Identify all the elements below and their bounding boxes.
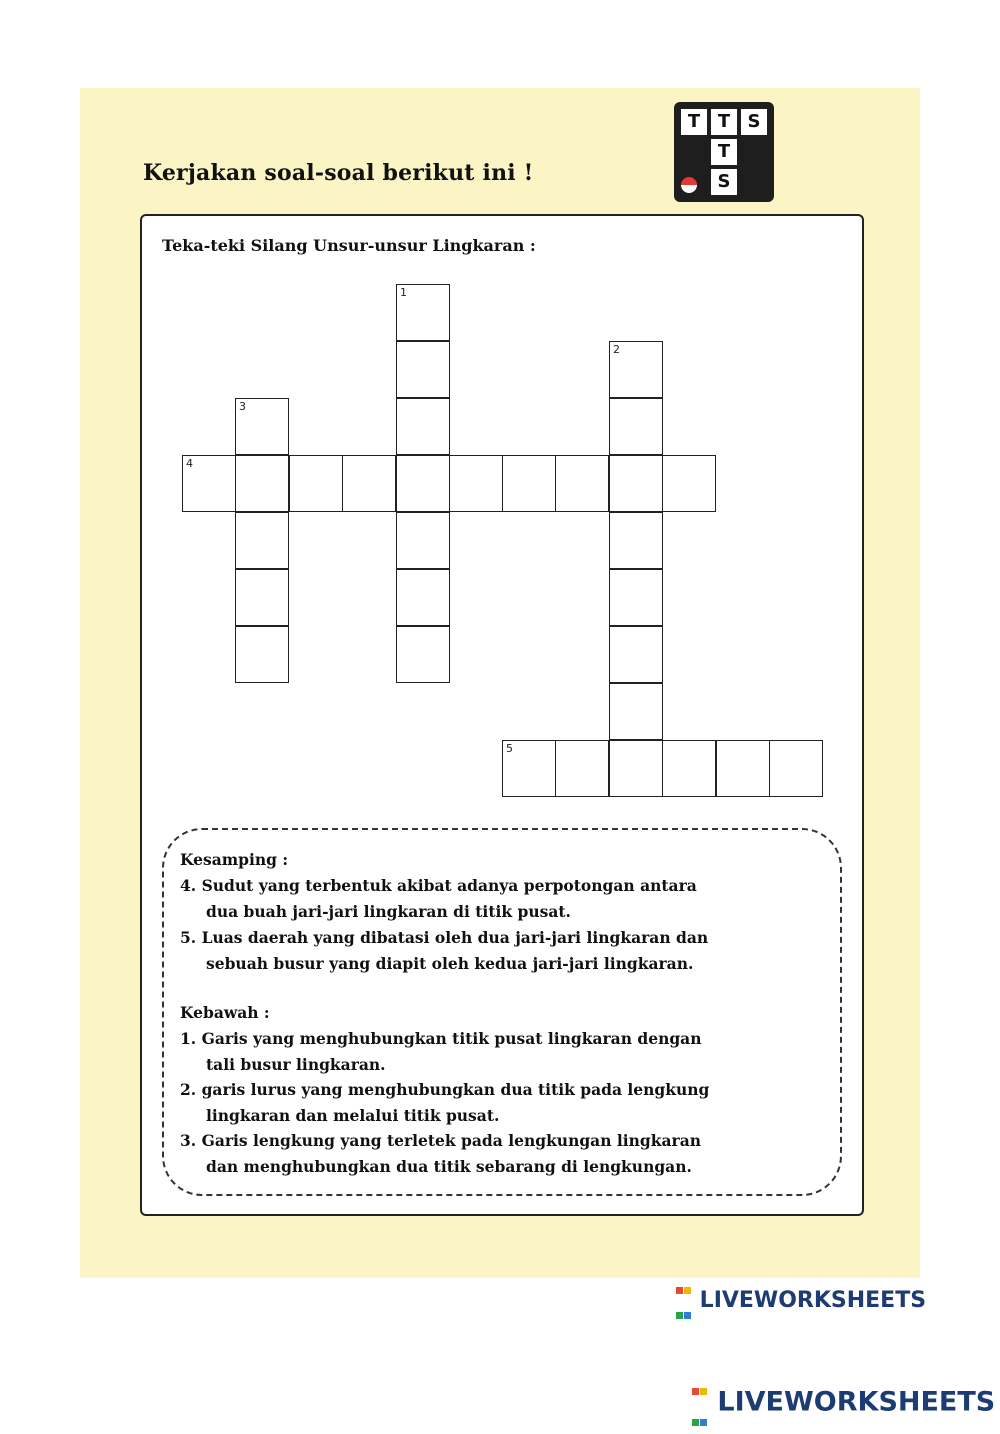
down-title: Kebawah : [180,1003,270,1022]
crossword-cell[interactable] [662,740,716,797]
puzzle-title: Teka-teki Silang Unsur-unsur Lingkaran : [162,236,536,255]
watermark-text: LIVEWORKSHEETS [699,1288,927,1313]
liveworksheets-watermark [676,1276,926,1326]
logo-letter: S [711,169,737,195]
crossword-cell[interactable] [609,341,663,398]
crossword-cell[interactable] [609,455,663,512]
crossword-cell[interactable] [555,455,609,512]
clue-down-1: 1. Garis yang menghubungkan titik pusat lingkaran dengan [180,1029,702,1048]
crossword-cell[interactable] [235,455,289,512]
crossword-cell[interactable] [235,398,289,455]
crossword-cell[interactable] [609,569,663,626]
crossword-cell[interactable] [769,740,823,797]
clue-across-4-cont: dua buah jari-jari lingkaran di titik pusat. [206,902,571,921]
crossword-cell[interactable] [716,740,770,797]
page-heading: Kerjakan soal-soal berikut ini ! [143,160,534,186]
tts-logo [674,102,774,202]
clue-number: 1 [400,286,407,299]
watermark-text: LIVEWORKSHEETS [717,1386,996,1418]
clue-across-4: 4. Sudut yang terbentuk akibat adanya perpotongan antara [180,876,697,895]
crossword-cell[interactable] [235,569,289,626]
clue-number: 3 [239,400,246,413]
clue-down-3: 3. Garis lengkung yang terletek pada lengkungan lingkaran [180,1131,702,1150]
crossword-cell[interactable] [502,455,556,512]
crossword-cell[interactable] [289,455,343,512]
crossword-cell[interactable] [396,398,450,455]
liveworksheets-logo-icon [676,1276,692,1326]
logo-letter: T [711,109,737,135]
clue-number: 5 [506,742,513,755]
clue-down-2-cont: lingkaran dan melalui titik pusat. [206,1106,500,1125]
crossword-cell[interactable] [342,455,396,512]
crossword-cell[interactable] [235,512,289,569]
crossword-cell[interactable] [396,569,450,626]
logo-letter: T [711,139,737,165]
across-title: Kesamping : [180,850,289,869]
crossword-cell[interactable] [609,512,663,569]
clue-across-5: 5. Luas daerah yang dibatasi oleh dua jari-jari lingkaran dan [180,928,709,947]
crossword-cell[interactable] [182,455,236,512]
clue-across-5-cont: sebuah busur yang diapit oleh kedua jari-jari lingkaran. [206,954,694,973]
crossword-cell[interactable] [396,455,450,512]
crossword-cell[interactable] [396,284,450,341]
crossword-cell[interactable] [235,626,289,683]
crossword-cell[interactable] [502,740,556,797]
logo-letter: T [681,109,707,135]
crossword-cell[interactable] [555,740,609,797]
liveworksheets-logo-icon [692,1372,708,1434]
clue-number: 2 [613,343,620,356]
crossword-cell[interactable] [609,740,663,797]
clue-down-1-cont: tali busur lingkaran. [206,1055,386,1074]
clue-down-2: 2. garis lurus yang menghubungkan dua titik pada lengkung [180,1080,710,1099]
crossword-cell[interactable] [396,512,450,569]
crossword-cell[interactable] [609,626,663,683]
clue-number: 4 [186,457,193,470]
indonesia-flag-icon [681,177,697,193]
crossword-cell[interactable] [609,683,663,740]
crossword-cell[interactable] [396,626,450,683]
crossword-cell[interactable] [609,398,663,455]
logo-letter: S [741,109,767,135]
clue-down-3-cont: dan menghubungkan dua titik sebarang di lengkungan. [206,1157,692,1176]
crossword-cell[interactable] [662,455,716,512]
crossword-cell[interactable] [396,341,450,398]
liveworksheets-watermark-footer [692,1372,995,1434]
crossword-cell[interactable] [449,455,503,512]
